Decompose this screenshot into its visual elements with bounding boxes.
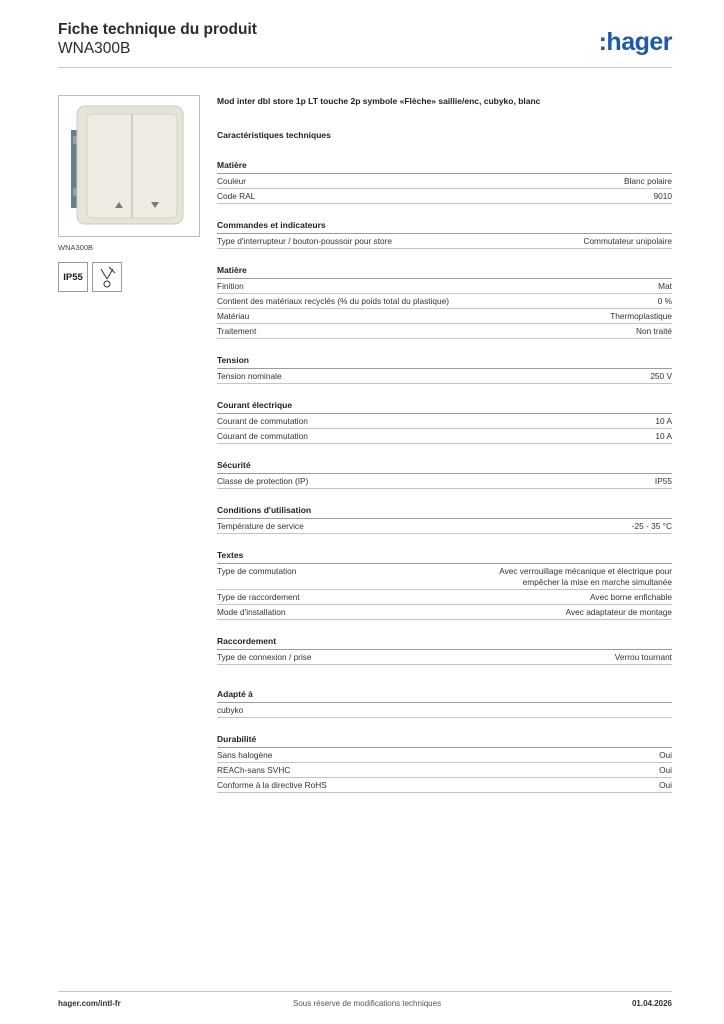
spec-label: Température de service bbox=[217, 521, 304, 531]
section-gap bbox=[217, 204, 672, 216]
switch-product-icon bbox=[59, 96, 199, 236]
spec-row bbox=[217, 309, 672, 324]
product-image bbox=[58, 95, 200, 237]
spec-value: 10 A bbox=[655, 431, 672, 441]
spec-label: Classe de protection (IP) bbox=[217, 476, 309, 486]
spec-section bbox=[217, 351, 672, 384]
spec-row bbox=[217, 650, 672, 665]
spec-value: 10 A bbox=[655, 416, 672, 426]
section-gap bbox=[217, 339, 672, 351]
spec-section bbox=[217, 156, 672, 204]
spec-value: 250 V bbox=[650, 371, 672, 381]
spec-row bbox=[217, 605, 672, 620]
spec-value: Oui bbox=[659, 765, 672, 775]
spec-value: Thermoplastique bbox=[610, 311, 672, 321]
section-title: Commandes et indicateurs bbox=[217, 216, 672, 234]
spec-label: Courant de commutation bbox=[217, 416, 308, 426]
spec-value: 9010 bbox=[653, 191, 672, 201]
spec-row bbox=[217, 474, 672, 489]
spec-label: Type de commutation bbox=[217, 566, 297, 576]
section-title: Matière bbox=[217, 156, 672, 174]
spec-label: Contient des matériaux recyclés (% du poids total du plastique) bbox=[217, 296, 449, 306]
spec-label: cubyko bbox=[217, 705, 244, 715]
spec-label: Finition bbox=[217, 281, 244, 291]
page-title: Fiche technique du produit bbox=[58, 21, 257, 38]
product-caption: WNA300B bbox=[58, 243, 94, 252]
spec-label: Type de connexion / prise bbox=[217, 652, 312, 662]
spec-row bbox=[217, 519, 672, 534]
spec-section bbox=[217, 396, 672, 444]
section-title: Matière bbox=[217, 261, 672, 279]
section-title: Raccordement bbox=[217, 632, 672, 650]
footer-divider bbox=[58, 991, 672, 992]
spec-value: Mat bbox=[658, 281, 672, 291]
footer-disclaimer: Sous réserve de modifications techniques bbox=[293, 999, 442, 1008]
spec-section bbox=[217, 546, 672, 620]
spec-label: Code RAL bbox=[217, 191, 256, 201]
header bbox=[58, 20, 257, 58]
spec-value: IP55 bbox=[654, 476, 672, 486]
spec-row bbox=[217, 429, 672, 444]
spec-row bbox=[217, 763, 672, 778]
spec-value: Commutateur unipolaire bbox=[583, 236, 672, 246]
spec-value: Verrou tournant bbox=[614, 652, 672, 662]
spec-row bbox=[217, 748, 672, 763]
spec-row bbox=[217, 174, 672, 189]
spec-label: Type de raccordement bbox=[217, 592, 300, 602]
spec-row bbox=[217, 564, 672, 590]
spec-row bbox=[217, 324, 672, 339]
spec-row bbox=[217, 234, 672, 249]
spec-value: Non traité bbox=[636, 326, 672, 336]
product-description: Mod inter dbl store 1p LT touche 2p symbole «Flèche» saillie/enc, cubyko, blanc bbox=[217, 96, 541, 106]
spec-section bbox=[217, 685, 672, 718]
spec-label: Matériau bbox=[217, 311, 250, 321]
spec-row bbox=[217, 369, 672, 384]
spec-value: 0 % bbox=[657, 296, 672, 306]
spec-section bbox=[217, 456, 672, 489]
spec-label: Traitement bbox=[217, 326, 257, 336]
section-gap bbox=[217, 534, 672, 546]
spec-label: REACh-sans SVHC bbox=[217, 765, 291, 775]
spec-label: Tension nominale bbox=[217, 371, 282, 381]
spec-label: Type d'interrupteur / bouton-poussoir pour store bbox=[217, 236, 392, 246]
spec-section bbox=[217, 261, 672, 339]
spec-value: Avec borne enfichable bbox=[590, 592, 672, 602]
spec-section bbox=[217, 501, 672, 534]
specs-title: Caractéristiques techniques bbox=[217, 130, 331, 140]
section-gap bbox=[217, 249, 672, 261]
section-gap bbox=[217, 718, 672, 730]
switch-symbol-icon bbox=[92, 262, 122, 292]
section-title: Courant électrique bbox=[217, 396, 672, 414]
section-gap bbox=[217, 665, 672, 685]
footer-date: 01.04.2026 bbox=[631, 999, 672, 1008]
spec-section bbox=[217, 216, 672, 249]
spec-row bbox=[217, 703, 672, 718]
spec-value: Avec verrouillage mécanique et électrique pour empêcher la mise en marche simultanée bbox=[499, 566, 672, 587]
spec-sections bbox=[217, 156, 672, 793]
section-title: Conditions d'utilisation bbox=[217, 501, 672, 519]
specifications bbox=[217, 96, 672, 793]
spec-value: Avec adaptateur de montage bbox=[565, 607, 672, 617]
section-gap bbox=[217, 620, 672, 632]
hager-logo: :hager bbox=[598, 28, 672, 56]
spec-row bbox=[217, 189, 672, 204]
spec-label: Couleur bbox=[217, 176, 247, 186]
ip55-badge: IP55 bbox=[58, 262, 88, 292]
header-divider bbox=[58, 67, 672, 68]
spec-label: Conforme à la directive RoHS bbox=[217, 780, 327, 790]
section-title: Textes bbox=[217, 546, 672, 564]
section-title: Durabilité bbox=[217, 730, 672, 748]
spec-label: Courant de commutation bbox=[217, 431, 308, 441]
spec-section bbox=[217, 632, 672, 665]
section-title: Tension bbox=[217, 351, 672, 369]
footer-website[interactable]: hager.com/intl-fr bbox=[58, 999, 121, 1008]
spec-value: Blanc polaire bbox=[624, 176, 672, 186]
section-gap bbox=[217, 489, 672, 501]
spec-row bbox=[217, 414, 672, 429]
spec-row bbox=[217, 279, 672, 294]
spec-value: -25 - 35 °C bbox=[631, 521, 672, 531]
spec-row bbox=[217, 778, 672, 793]
spec-label: Mode d'installation bbox=[217, 607, 286, 617]
spec-section bbox=[217, 730, 672, 793]
spec-row bbox=[217, 590, 672, 605]
spec-label: Sans halogène bbox=[217, 750, 273, 760]
spec-row bbox=[217, 294, 672, 309]
spec-value: Oui bbox=[659, 750, 672, 760]
section-gap bbox=[217, 444, 672, 456]
section-gap bbox=[217, 384, 672, 396]
spec-value: Oui bbox=[659, 780, 672, 790]
product-reference: WNA300B bbox=[58, 40, 131, 57]
section-title: Sécurité bbox=[217, 456, 672, 474]
section-title: Adapté à bbox=[217, 685, 672, 703]
